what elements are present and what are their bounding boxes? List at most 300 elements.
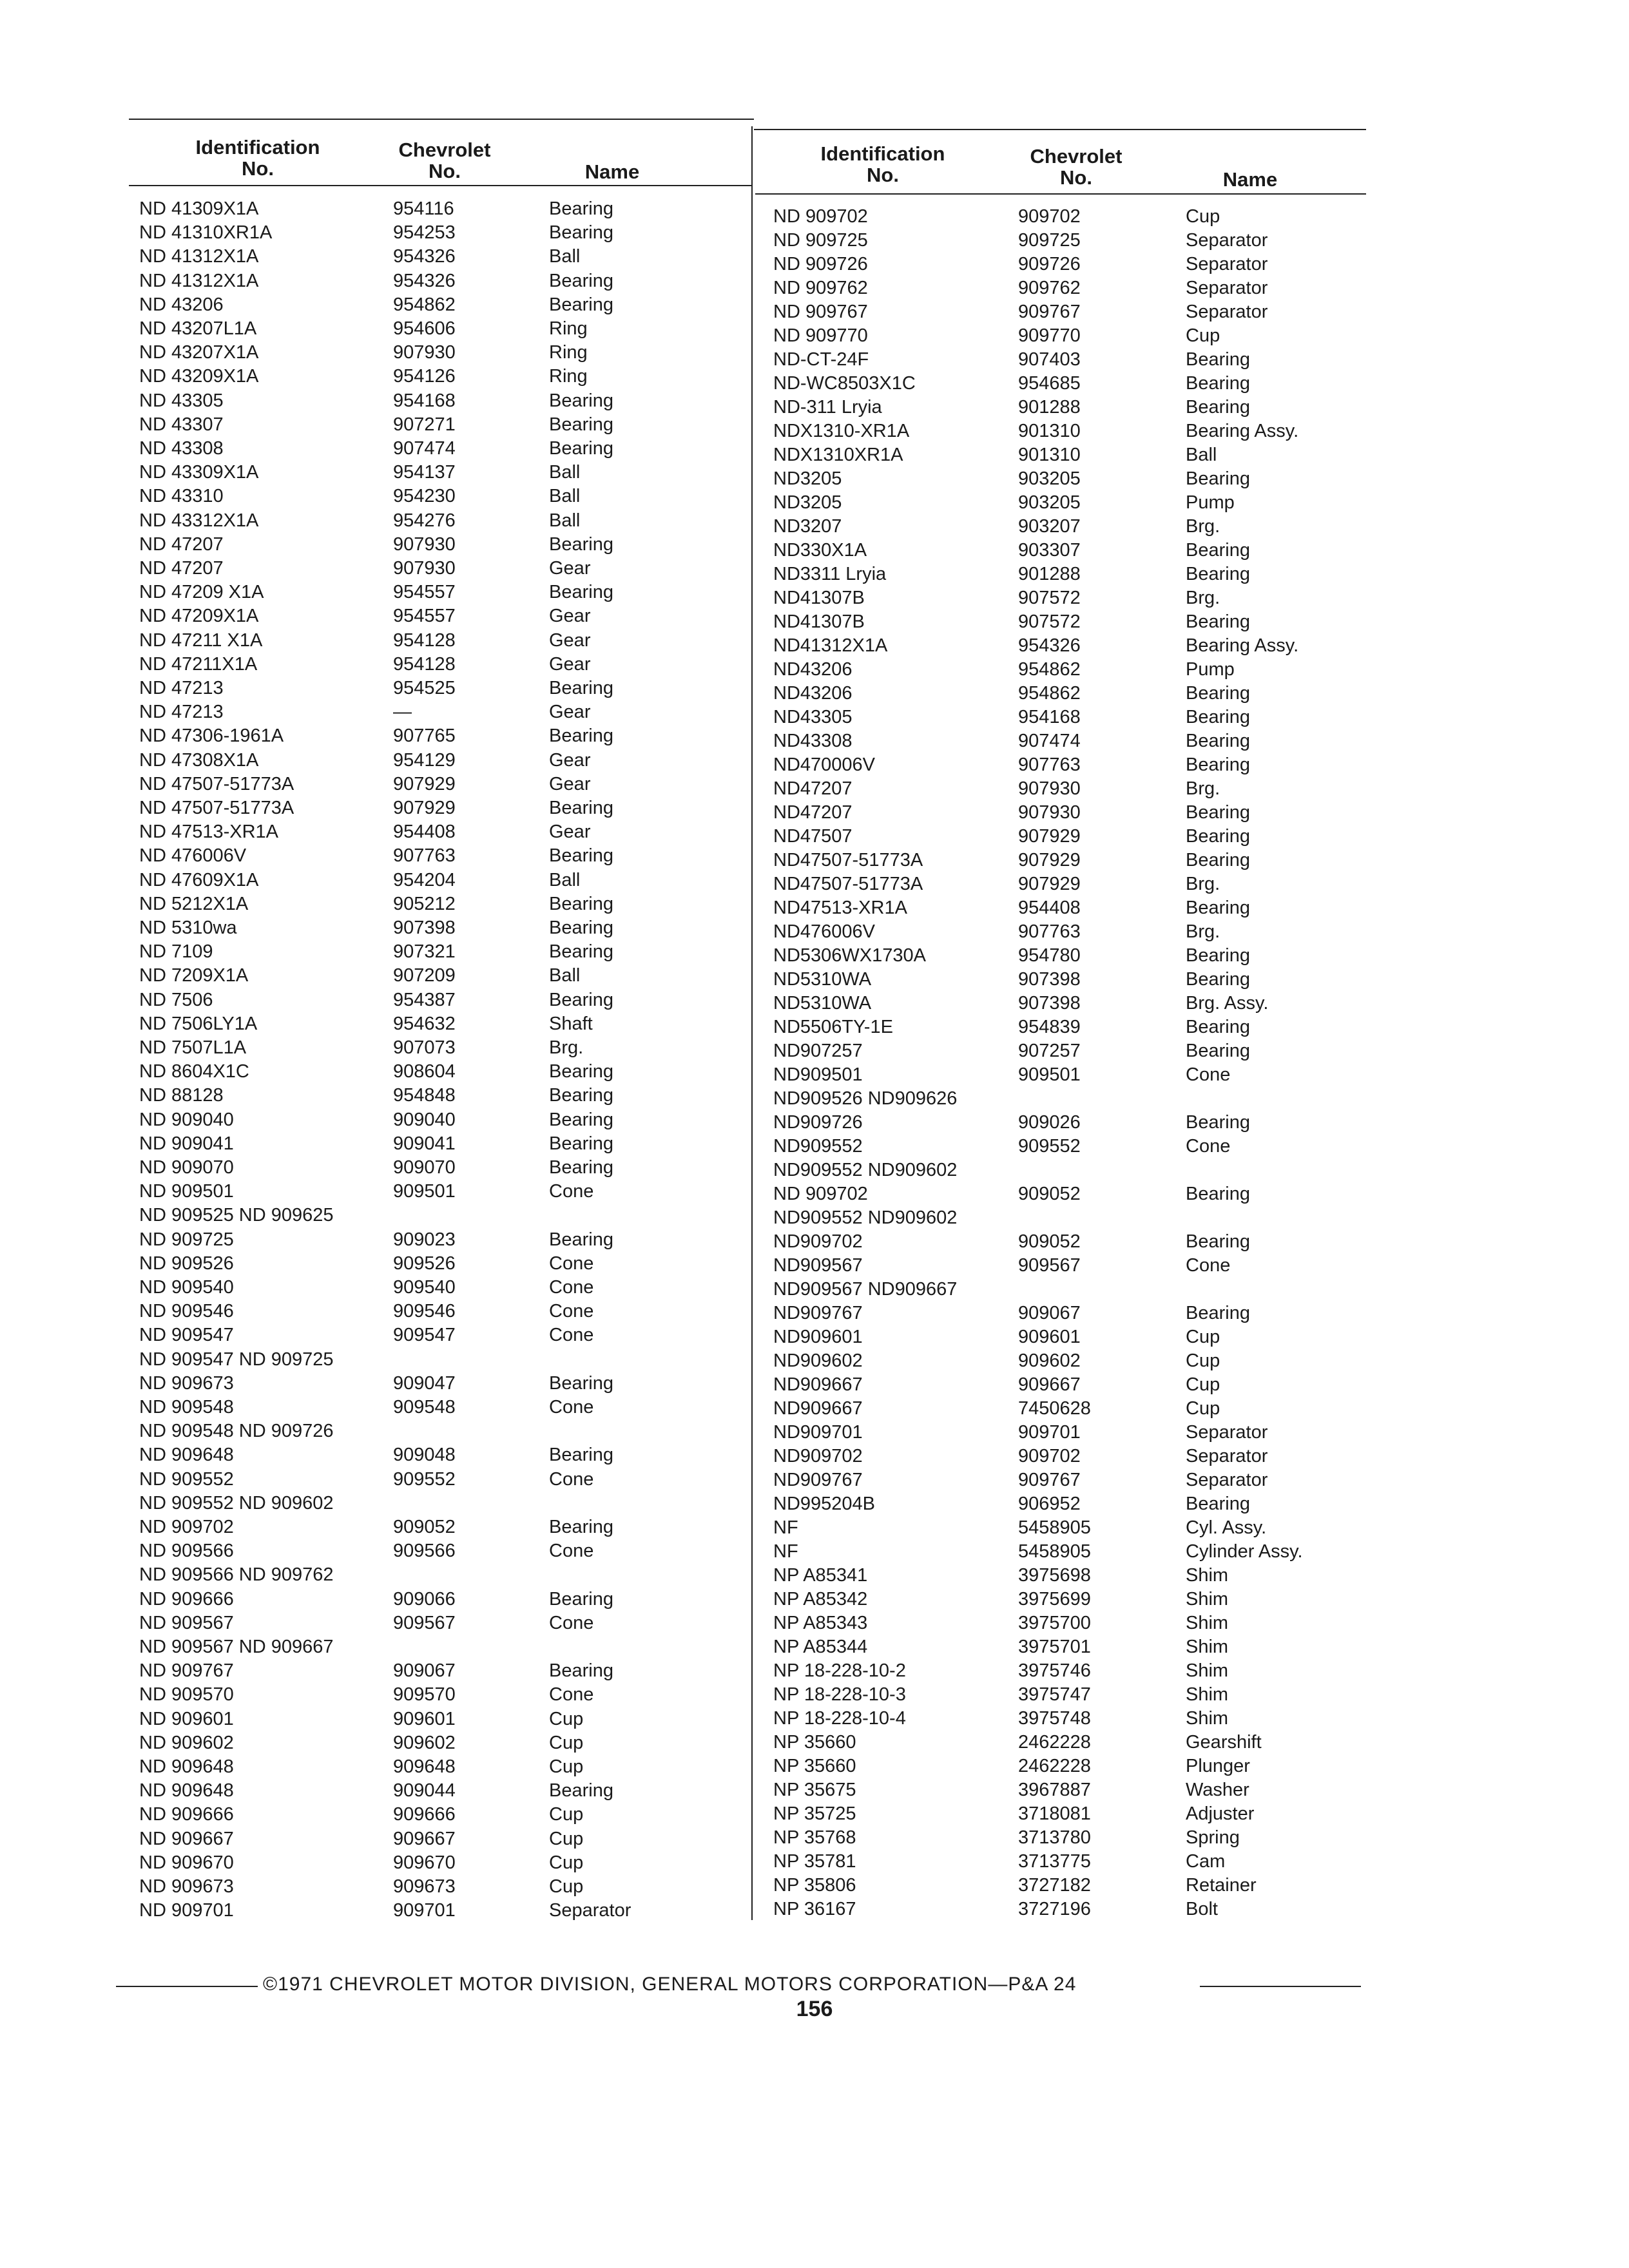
part-name: Cup (1186, 1350, 1220, 1371)
identification-no: ND995204B (773, 1494, 875, 1514)
identification-no: ND 909702 (773, 1184, 868, 1204)
part-name: Bearing (1186, 540, 1250, 561)
identification-no: ND 88128 (139, 1085, 224, 1106)
part-name: Bearing (1186, 826, 1250, 847)
left-header-chevrolet (380, 139, 509, 182)
part-name: Bolt (1186, 1899, 1218, 1919)
part-name: Bearing (549, 845, 613, 867)
identification-no: ND909501 (773, 1064, 863, 1085)
part-name: Bearing (1186, 802, 1250, 823)
part-name: Brg. (549, 1037, 584, 1058)
identification-no: NDX1310-XR1A (773, 421, 910, 441)
part-name: Ring (549, 342, 588, 363)
part-name: Shim (1186, 1589, 1229, 1610)
chevrolet-no: 907398 (393, 918, 456, 938)
identification-no: ND 41312X1A (139, 246, 259, 267)
part-name: Brg. (1186, 874, 1220, 894)
identification-no: ND43206 (773, 659, 853, 680)
part-name: Bearing (549, 414, 613, 435)
left-header-identification (168, 137, 348, 179)
name-label: Name (1222, 168, 1278, 191)
chevrolet-no: 903205 (1018, 492, 1081, 513)
identification-no: ND909701 (773, 1422, 863, 1443)
part-name: Shim (1186, 1684, 1229, 1705)
identification-no: ND 47207 (139, 558, 224, 579)
part-name: Spring (1186, 1827, 1240, 1848)
identification-no: ND 909567 (139, 1612, 234, 1633)
chevrolet-no: 3727196 (1018, 1899, 1091, 1919)
part-name: Bearing (1186, 969, 1250, 990)
chevrolet-no: 909666 (393, 1804, 456, 1825)
chevrolet-no: 909067 (1018, 1303, 1081, 1323)
part-name: Cone (549, 1612, 594, 1633)
identification-no: ND 909546 (139, 1301, 234, 1322)
chevrolet-no: 954848 (393, 1085, 456, 1106)
part-name: Separator (1186, 302, 1268, 322)
identification-no: ND909667 (773, 1398, 863, 1419)
identification-no: NP 35781 (773, 1851, 856, 1872)
part-name: Bearing (1186, 564, 1250, 584)
identification-no: ND 909667 (139, 1828, 234, 1849)
identification-no: ND47207 (773, 778, 853, 799)
name-label: Name (584, 160, 640, 183)
part-name: Bearing (549, 270, 613, 291)
identification-no: ND 909040 (139, 1109, 234, 1130)
part-name: Shim (1186, 1637, 1229, 1657)
chevrolet-no: 909026 (1018, 1112, 1081, 1133)
identification-no: ND 47209X1A (139, 606, 259, 627)
identification-no: ND 909547 (139, 1325, 234, 1346)
identification-no: ND 909762 (773, 278, 868, 298)
left-header-rule (129, 185, 751, 186)
chevrolet-no: 3975701 (1018, 1637, 1091, 1657)
chevrolet-no: 907474 (1018, 731, 1081, 751)
identification-no: ND 43309X1A (139, 462, 259, 483)
identification-no: ND 909570 (139, 1684, 234, 1706)
chevrolet-no: 907763 (1018, 754, 1081, 775)
chevrolet-no: 909048 (393, 1445, 456, 1466)
identification-no: ND 47211 X1A (139, 629, 263, 651)
identification-no: ND 43310 (139, 486, 224, 507)
part-name: Bearing (1186, 1184, 1250, 1204)
part-name: Ball (549, 510, 581, 531)
part-name: Gear (549, 749, 591, 771)
identification-no: ND909726 (773, 1112, 863, 1133)
part-name: Bearing (1186, 1041, 1250, 1061)
part-name: Bearing (1186, 707, 1250, 727)
part-name: Shaft (549, 1013, 593, 1034)
identification-no: ND 909552 (139, 1468, 234, 1490)
identification-no: ND 5212X1A (139, 893, 249, 914)
identification-no: ND 909601 (139, 1708, 234, 1729)
identification-no: ND47507 (773, 826, 853, 847)
chevrolet-no: 909040 (393, 1109, 456, 1130)
chevrolet-no: 954557 (393, 582, 456, 603)
identification-no: ND 909552 ND 909602 (139, 1492, 334, 1514)
identification-no: ND476006V (773, 921, 875, 942)
chevrolet-no: 909567 (1018, 1255, 1081, 1276)
chevrolet-no: 907398 (1018, 969, 1081, 990)
part-name: Cup (1186, 1374, 1220, 1395)
identification-no: ND 909725 (773, 230, 868, 251)
part-name: Bearing (1186, 1017, 1250, 1037)
identification-no: NP 18-228-10-4 (773, 1708, 906, 1729)
identification-no: ND 909701 (139, 1900, 234, 1921)
identification-no: ND-WC8503X1C (773, 373, 916, 394)
part-name: Cone (1186, 1255, 1231, 1276)
part-name: Bearing (1186, 898, 1250, 918)
chevrolet-no: 907572 (1018, 611, 1081, 632)
identification-no: NP A85344 (773, 1637, 868, 1657)
chevrolet-no: 954128 (393, 629, 456, 651)
chevrolet-no: 909602 (1018, 1350, 1081, 1371)
part-name: Ball (1186, 445, 1217, 465)
identification-no: ND 909501 (139, 1181, 234, 1202)
identification-no: ND 7109 (139, 941, 213, 963)
part-name: Washer (1186, 1780, 1249, 1800)
identification-no: ND 7506LY1A (139, 1013, 258, 1034)
identification-no: ND 909725 (139, 1229, 234, 1250)
chevrolet-no: 954128 (393, 653, 456, 675)
part-name: Bearing (1186, 754, 1250, 775)
identification-no: ND470006V (773, 754, 875, 775)
part-name: Bearing (549, 390, 613, 411)
part-name: Ball (549, 965, 581, 986)
identification-no: ND909702 (773, 1231, 863, 1252)
chevrolet-no: 954326 (393, 246, 456, 267)
part-name: Ring (549, 318, 588, 339)
chevrolet-no: 909044 (393, 1780, 456, 1802)
identification-no: ND 41310XR1A (139, 222, 273, 244)
identification-no: ND 909648 (139, 1780, 234, 1802)
identification-no: ND 41309X1A (139, 198, 259, 219)
identification-no: ND43206 (773, 683, 853, 704)
part-name: Brg. (1186, 516, 1220, 537)
chevrolet-no: 909047 (393, 1372, 456, 1394)
chevrolet-label: Chevrolet (1030, 145, 1123, 168)
chevrolet-no: 909670 (393, 1852, 456, 1873)
part-name: Bearing (549, 1133, 613, 1154)
part-name: Cam (1186, 1851, 1226, 1872)
chevrolet-no: 954230 (393, 486, 456, 507)
right-header-identification (793, 143, 973, 186)
identification-no: ND41307B (773, 588, 865, 608)
part-name: Cone (549, 1301, 594, 1322)
chevrolet-no: 907765 (393, 726, 456, 747)
part-name: Brg. (1186, 588, 1220, 608)
part-name: Bearing (1186, 349, 1250, 370)
part-name: Gearshift (1186, 1732, 1262, 1753)
chevrolet-no: 909540 (393, 1277, 456, 1298)
part-name: Cup (549, 1852, 584, 1873)
identification-no: NP 18-228-10-2 (773, 1660, 906, 1681)
identification-no: ND 43207X1A (139, 342, 259, 363)
part-name: Bearing (1186, 850, 1250, 870)
part-name: Ball (549, 486, 581, 507)
part-name: Brg. (1186, 921, 1220, 942)
chevrolet-no: 909052 (1018, 1184, 1081, 1204)
chevrolet-no: 5458905 (1018, 1541, 1091, 1562)
part-name: Cyl. Assy. (1186, 1517, 1267, 1538)
identification-no: ND 909070 (139, 1157, 234, 1178)
chevrolet-no: 909548 (393, 1397, 456, 1418)
identification-no: ND 47213 (139, 702, 224, 723)
part-name: Bearing (549, 533, 613, 555)
part-name: Separator (1186, 1422, 1268, 1443)
identification-no: ND 47213 (139, 678, 224, 698)
part-name: Separator (1186, 1446, 1268, 1466)
chevrolet-no: 907930 (1018, 802, 1081, 823)
chevrolet-no: 909070 (393, 1157, 456, 1178)
part-name: Bearing (549, 198, 613, 219)
chevrolet-no: 907271 (393, 414, 456, 435)
chevrolet-no: 907073 (393, 1037, 456, 1058)
chevrolet-no: 954126 (393, 366, 456, 387)
part-name: Bearing (549, 294, 613, 315)
identification-no: ND 47211X1A (139, 653, 258, 675)
identification-no: ND47207 (773, 802, 853, 823)
chevrolet-no: 906952 (1018, 1494, 1081, 1514)
identification-no: ND 7209X1A (139, 965, 249, 986)
identification-no: NDX1310XR1A (773, 445, 903, 465)
chevrolet-no-label: No. (429, 160, 461, 182)
chevrolet-no: 954168 (393, 390, 456, 411)
identification-no: NP 35806 (773, 1875, 856, 1896)
chevrolet-no: 907930 (393, 533, 456, 555)
part-name: Cone (549, 1325, 594, 1346)
identification-no: ND 476006V (139, 845, 247, 867)
chevrolet-no: 3713780 (1018, 1827, 1091, 1848)
part-name: Cone (549, 1181, 594, 1202)
part-name: Gear (549, 653, 591, 675)
chevrolet-no: 954862 (1018, 659, 1081, 680)
identification-no: ND 909666 (139, 1804, 234, 1825)
part-name: Cone (549, 1684, 594, 1706)
part-name: Gear (549, 822, 591, 843)
identification-no: ND909667 (773, 1374, 863, 1395)
identification-no: ND 47513-XR1A (139, 822, 278, 843)
page-number: 156 (796, 1997, 833, 2021)
identification-no: ND 47306-1961A (139, 726, 284, 747)
chevrolet-no: 3713775 (1018, 1851, 1091, 1872)
identification-no: ND 41312X1A (139, 270, 259, 291)
chevrolet-no: 907929 (393, 773, 456, 794)
chevrolet-no: 909767 (1018, 1470, 1081, 1490)
chevrolet-no: 954408 (1018, 898, 1081, 918)
identification-no: ND330X1A (773, 540, 867, 561)
chevrolet-no: 907930 (393, 558, 456, 579)
chevrolet-no: 909762 (1018, 278, 1081, 298)
chevrolet-no: 903207 (1018, 516, 1081, 537)
part-name: Ring (549, 366, 588, 387)
identification-no: ND 909767 (139, 1660, 234, 1682)
identification-no: ND41312X1A (773, 635, 888, 656)
chevrolet-no: 3975698 (1018, 1565, 1091, 1586)
part-name: Bearing (549, 1780, 613, 1802)
part-name: Cup (1186, 1398, 1220, 1419)
identification-no: NF (773, 1517, 798, 1538)
identification-no: ND 43206 (139, 294, 224, 315)
identification-no: ND3207 (773, 516, 842, 537)
identification-no: ND3205 (773, 492, 842, 513)
identification-no: ND-311 Lryia (773, 397, 882, 418)
chevrolet-no: 2462228 (1018, 1756, 1091, 1776)
chevrolet-no: 903307 (1018, 540, 1081, 561)
identification-no: ND 909767 (773, 302, 868, 322)
chevrolet-no: 907930 (1018, 778, 1081, 799)
part-name: Bearing (549, 1229, 613, 1250)
part-name: Cone (1186, 1064, 1231, 1085)
part-name: Bearing (1186, 731, 1250, 751)
identification-no: ND 43207L1A (139, 318, 257, 339)
chevrolet-no: 907929 (1018, 850, 1081, 870)
part-name: Bearing Assy. (1186, 635, 1299, 656)
chevrolet-no: 909547 (393, 1325, 456, 1346)
part-name: Bearing (549, 1517, 613, 1537)
chevrolet-no: 909567 (393, 1612, 456, 1633)
identification-no: NP 35725 (773, 1803, 856, 1824)
chevrolet-no: 954168 (1018, 707, 1081, 727)
part-name: Bearing (549, 893, 613, 914)
identification-no: ND41307B (773, 611, 865, 632)
identification-no: ND 909548 ND 909726 (139, 1421, 334, 1442)
chevrolet-no: 909067 (393, 1660, 456, 1682)
chevrolet-no: 954326 (1018, 635, 1081, 656)
part-name: Gear (549, 629, 591, 651)
chevrolet-no: 3975700 (1018, 1613, 1091, 1633)
identification-no: ND 909547 ND 909725 (139, 1349, 334, 1370)
part-name: Separator (1186, 254, 1268, 274)
identification-no: ND-CT-24F (773, 349, 869, 370)
identification-no: ND 47507-51773A (139, 773, 294, 794)
identification-no-label: No. (242, 157, 274, 180)
identification-no: ND 909566 (139, 1541, 234, 1562)
chevrolet-no: 909052 (393, 1517, 456, 1537)
chevrolet-no: 907474 (393, 438, 456, 459)
part-name: Bearing (1186, 373, 1250, 394)
chevrolet-no: 909702 (1018, 206, 1081, 227)
chevrolet-no: 954606 (393, 318, 456, 339)
chevrolet-no: 954632 (393, 1013, 456, 1034)
part-name: Cylinder Assy. (1186, 1541, 1303, 1562)
part-name: Bearing (1186, 1494, 1250, 1514)
identification-no: ND 43308 (139, 438, 224, 459)
chevrolet-no: 909602 (393, 1732, 456, 1753)
identification-no: ND47507-51773A (773, 874, 923, 894)
chevrolet-no-label: No. (1060, 166, 1092, 189)
part-name: Retainer (1186, 1875, 1257, 1896)
part-name: Bearing (549, 1085, 613, 1106)
part-name: Cup (1186, 1327, 1220, 1347)
identification-no: ND3205 (773, 468, 842, 489)
chevrolet-no: 909702 (1018, 1446, 1081, 1466)
top-rule (129, 119, 754, 120)
chevrolet-no: 903205 (1018, 468, 1081, 489)
part-name: Gear (549, 606, 591, 627)
chevrolet-no: 909546 (393, 1301, 456, 1322)
chevrolet-no: 909552 (393, 1468, 456, 1490)
chevrolet-no: 3967887 (1018, 1780, 1091, 1800)
chevrolet-no: 909023 (393, 1229, 456, 1250)
part-name: Bearing (549, 438, 613, 459)
identification-no: NP 18-228-10-3 (773, 1684, 906, 1705)
chevrolet-no: 909041 (393, 1133, 456, 1154)
part-name: Bearing (549, 1588, 613, 1610)
identification-no: ND909567 ND909667 (773, 1279, 958, 1300)
identification-no: ND5306WX1730A (773, 945, 926, 966)
chevrolet-no: 954204 (393, 869, 456, 890)
left-column (129, 135, 747, 1939)
footer-rule-left (116, 1986, 258, 1987)
chevrolet-no: — (393, 702, 412, 723)
chevrolet-no: 907398 (1018, 993, 1081, 1014)
chevrolet-no: 907403 (1018, 349, 1081, 370)
chevrolet-no: 3975747 (1018, 1684, 1091, 1705)
chevrolet-no: 909601 (393, 1708, 456, 1729)
identification-no: ND 5310wa (139, 918, 237, 938)
identification-no: ND5310WA (773, 993, 872, 1014)
part-name: Gear (549, 773, 591, 794)
identification-no: ND 47308X1A (139, 749, 259, 771)
chevrolet-no: 908604 (393, 1061, 456, 1082)
chevrolet-no: 909552 (1018, 1136, 1081, 1157)
part-name: Shim (1186, 1565, 1229, 1586)
identification-no: ND47513-XR1A (773, 898, 907, 918)
part-name: Bearing (549, 1061, 613, 1082)
identification-no: ND 909702 (773, 206, 868, 227)
chevrolet-no: 901310 (1018, 421, 1081, 441)
identification-no: ND 909670 (139, 1852, 234, 1873)
chevrolet-no: 909701 (393, 1900, 456, 1921)
chevrolet-no: 909770 (1018, 325, 1081, 346)
identification-no: NP 35675 (773, 1780, 856, 1800)
part-name: Separator (1186, 1470, 1268, 1490)
chevrolet-no: 5458905 (1018, 1517, 1091, 1538)
chevrolet-no: 954780 (1018, 945, 1081, 966)
part-name: Bearing (1186, 468, 1250, 489)
identification-no: ND5506TY-1E (773, 1017, 893, 1037)
identification-no: ND909567 (773, 1255, 863, 1276)
identification-no: ND43305 (773, 707, 853, 727)
identification-no: ND 43307 (139, 414, 224, 435)
chevrolet-no: 3975699 (1018, 1589, 1091, 1610)
chevrolet-label: Chevrolet (398, 139, 491, 161)
identification-no: NP A85342 (773, 1589, 868, 1610)
part-name: Cone (549, 1541, 594, 1562)
chevrolet-no: 954253 (393, 222, 456, 244)
part-name: Cup (549, 1828, 584, 1849)
identification-no: ND 47207 (139, 533, 224, 555)
chevrolet-no: 907930 (393, 342, 456, 363)
part-name: Plunger (1186, 1756, 1250, 1776)
part-name: Bearing (549, 1372, 613, 1394)
chevrolet-no: 954387 (393, 989, 456, 1010)
identification-no: ND909601 (773, 1327, 863, 1347)
chevrolet-no: 909673 (393, 1876, 456, 1897)
identification-no: ND3311 Lryia (773, 564, 887, 584)
right-column (760, 135, 1379, 1939)
right-header-rule (755, 193, 1366, 195)
chevrolet-no: 907763 (1018, 921, 1081, 942)
part-name: Adjuster (1186, 1803, 1255, 1824)
part-name: Cone (549, 1397, 594, 1418)
identification-no: NP 36167 (773, 1899, 856, 1919)
part-name: Shim (1186, 1708, 1229, 1729)
right-header-chevrolet (1012, 146, 1141, 188)
identification-no: ND 909648 (139, 1445, 234, 1466)
part-name: Cup (549, 1756, 584, 1777)
part-name: Bearing (549, 1445, 613, 1466)
